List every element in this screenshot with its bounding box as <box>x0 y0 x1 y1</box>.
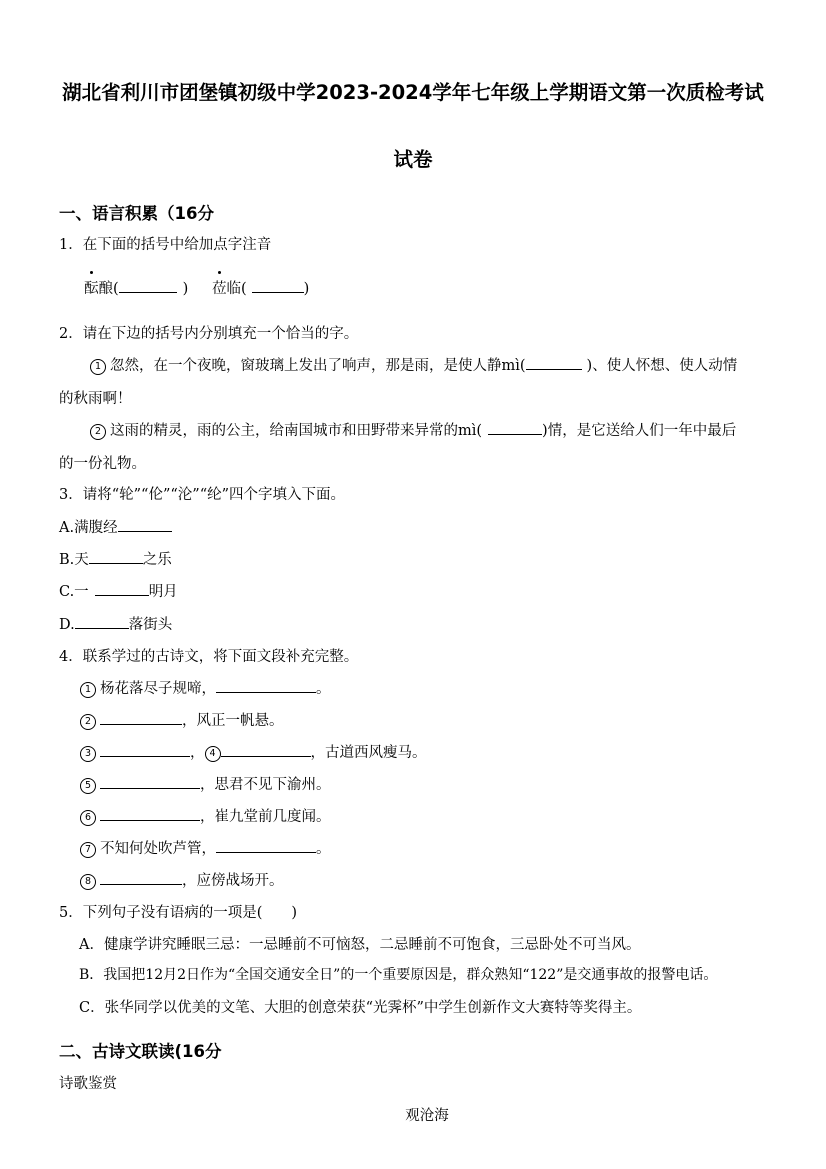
q4-line-1-number: 1 <box>80 682 96 698</box>
q4-blank-2[interactable] <box>100 709 182 725</box>
q4-line-5-number: 5 <box>80 778 96 794</box>
q5-stem: 5．下列句子没有语病的一项是( ) <box>59 905 298 921</box>
q1-word2: 莅临( ) <box>212 277 309 298</box>
section2-heading: 二、古诗文联读(16分 <box>59 1042 222 1061</box>
q4-line-8: 8 ，应傍战场开。 <box>80 869 284 890</box>
q4-line-7-number: 7 <box>80 842 96 858</box>
q4-line-1: 1 杨花落尽子规啼， 。 <box>80 677 331 698</box>
q4-line-5: 5 ，思君不见下渝州。 <box>80 773 331 794</box>
q1-answer-blank-1[interactable] <box>119 277 177 293</box>
q3-blank-c[interactable] <box>95 580 149 596</box>
q4-blank-4[interactable] <box>221 741 311 757</box>
q4-line-2-number: 2 <box>80 714 96 730</box>
q4-line-3-number: 3 <box>80 746 96 762</box>
q3-option-b: B.天 之乐 <box>59 548 172 569</box>
q3-option-c: C.一 明月 <box>59 580 178 601</box>
q4-stem: 4．联系学过的古诗文，将下面文段补充完整。 <box>59 649 359 665</box>
q4-line-2: 2 ，风正一帆悬。 <box>80 709 284 730</box>
q4-blank-6[interactable] <box>100 805 200 821</box>
q1-word1-char-a: 酝 <box>84 277 99 298</box>
q1-word1: 酝酿( ) <box>84 277 188 298</box>
q2-item1: 1 忽然，在一个夜晚，窗玻璃上发出了响声，那是雨，是使人静mì( )、使人怀想、使人动情 <box>90 354 737 375</box>
q3-blank-d[interactable] <box>75 613 129 629</box>
q3-stem: 3．请将“轮”“伦”“沦”“纶”四个字填入下面。 <box>59 487 346 503</box>
q3-blank-a[interactable] <box>118 516 172 532</box>
q4-line-3: 3 ， 4 ，古道西风瘦马。 <box>80 741 427 762</box>
section1-heading: 一、语言积累（16分 <box>59 204 214 223</box>
q4-line-8-number: 8 <box>80 874 96 890</box>
q3-blank-b[interactable] <box>89 548 143 564</box>
q1-word2-char-b: 临 <box>226 281 241 298</box>
poem-title: 观沧海 <box>405 1108 449 1124</box>
q4-blank-3[interactable] <box>100 741 190 757</box>
q1-answer-blank-2[interactable] <box>252 277 304 293</box>
poetry-label: 诗歌鉴赏 <box>59 1076 117 1092</box>
q2-stem: 2．请在下边的括号内分别填充一个恰当的字。 <box>59 326 359 342</box>
q4-blank-1[interactable] <box>216 677 316 693</box>
q2-answer-blank-1[interactable] <box>526 354 582 370</box>
q2-item1-cont: 的秋雨啊！ <box>59 391 132 407</box>
q2-answer-blank-2[interactable] <box>488 419 542 435</box>
q4-blank-5[interactable] <box>100 773 200 789</box>
q1-word2-char-a: 莅 <box>212 277 227 298</box>
q2-item2-number: 2 <box>90 424 106 440</box>
q4-blank-8[interactable] <box>100 869 182 885</box>
q5-option-b[interactable]: B．我国把12月2日作为“全国交通安全日”的一个重要原因是，群众熟知“122”是交通事故的报警电话。 <box>79 967 718 983</box>
q2-item2: 2 这雨的精灵，雨的公主，给南国城市和田野带来异常的mì( )情，是它送给人们一年中最后 <box>90 419 736 440</box>
q4-blank-7[interactable] <box>216 837 316 853</box>
q1-word1-char-b: 酿 <box>98 281 113 298</box>
q4-line-7: 7 不知何处吹芦管， 。 <box>80 837 331 858</box>
q2-item1-number: 1 <box>90 359 106 375</box>
q4-line-6-number: 6 <box>80 810 96 826</box>
q3-option-d: D. 落街头 <box>59 613 172 634</box>
q2-item2-cont: 的一份礼物。 <box>59 456 146 472</box>
document-title-line1: 湖北省利川市团堡镇初级中学2023-2024学年七年级上学期语文第一次质检考试 <box>62 81 764 104</box>
q3-option-a: A.满腹经 <box>59 516 172 537</box>
q4-line-6: 6 ，崔九堂前几度闻。 <box>80 805 331 826</box>
q5-option-a[interactable]: A．健康学讲究睡眠三忌：一忌睡前不可恼怒，二忌睡前不可饱食，三忌卧处不可当风。 <box>79 937 641 953</box>
document-title-line2: 试卷 <box>393 148 433 171</box>
q1-stem: 1．在下面的括号中给加点字注音 <box>59 237 272 253</box>
q5-option-c[interactable]: C．张华同学以优美的文笔、大胆的创意荣获“光霁杯”中学生创新作文大赛特等奖得主。 <box>79 1000 642 1016</box>
q4-line-4-number: 4 <box>205 746 221 762</box>
